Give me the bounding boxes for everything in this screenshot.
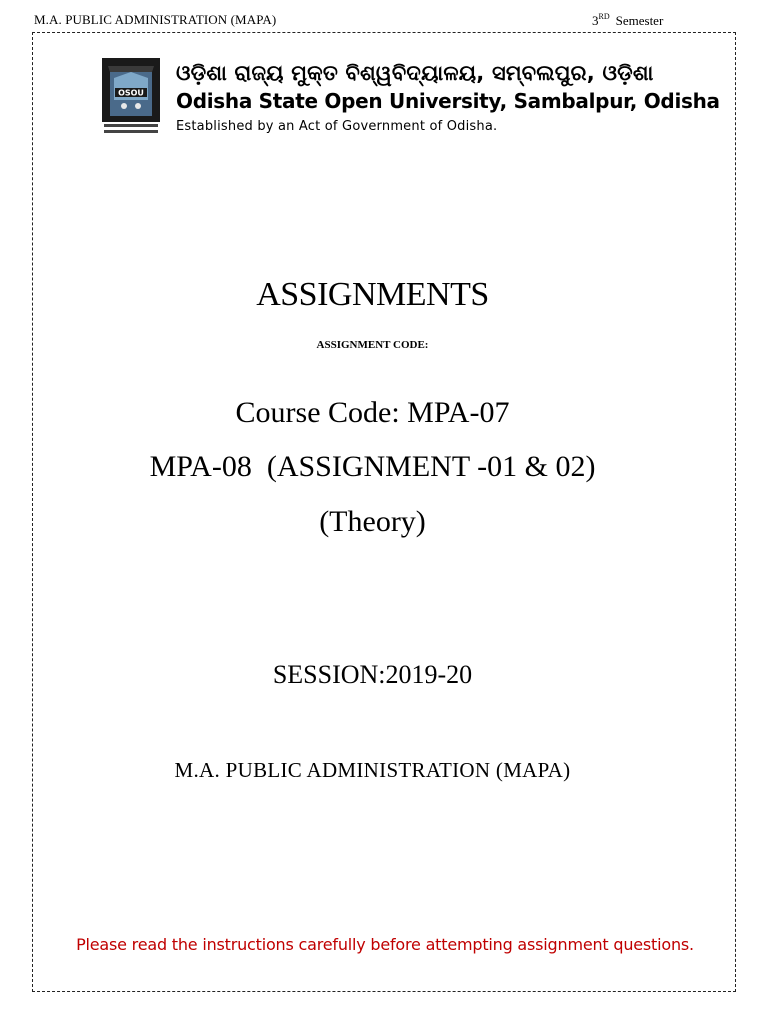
instructions-note: Please read the instructions carefully before attempting assignment questions. [76, 935, 694, 954]
page-title: ASSIGNMENTS [256, 276, 489, 313]
semester-suffix: RD [598, 12, 610, 21]
university-name-odia: ଓଡ଼ିଶା ରାଜ୍ୟ ମୁକ୍ତ ବିଶ୍ୱବିଦ୍ୟାଳୟ, ସମ୍ବଲପୁର, ଓଡ଼ିଶା [176, 61, 654, 85]
established-line: Established by an Act of Government of Odisha. [176, 119, 498, 134]
assignment-type: (Theory) [319, 505, 426, 538]
semester-number: 3 [592, 13, 599, 28]
university-logo [102, 58, 160, 136]
course-code: Course Code: MPA-07 [235, 396, 510, 429]
session: SESSION:2019-20 [272, 660, 473, 689]
university-name: Odisha State Open University, Sambalpur, Odisha [176, 89, 720, 113]
course-code-line2: MPA-08 (ASSIGNMENT -01 & 02) [149, 450, 596, 483]
program-name: M.A. PUBLIC ADMINISTRATION (MAPA) [174, 758, 571, 782]
header-program: M.A. PUBLIC ADMINISTRATION (MAPA) [34, 12, 277, 27]
header-semester [592, 12, 663, 29]
logo-text: OSOU [118, 88, 144, 98]
assignment-code-label: ASSIGNMENT CODE: [316, 339, 429, 351]
semester-label: Semester [615, 13, 664, 28]
